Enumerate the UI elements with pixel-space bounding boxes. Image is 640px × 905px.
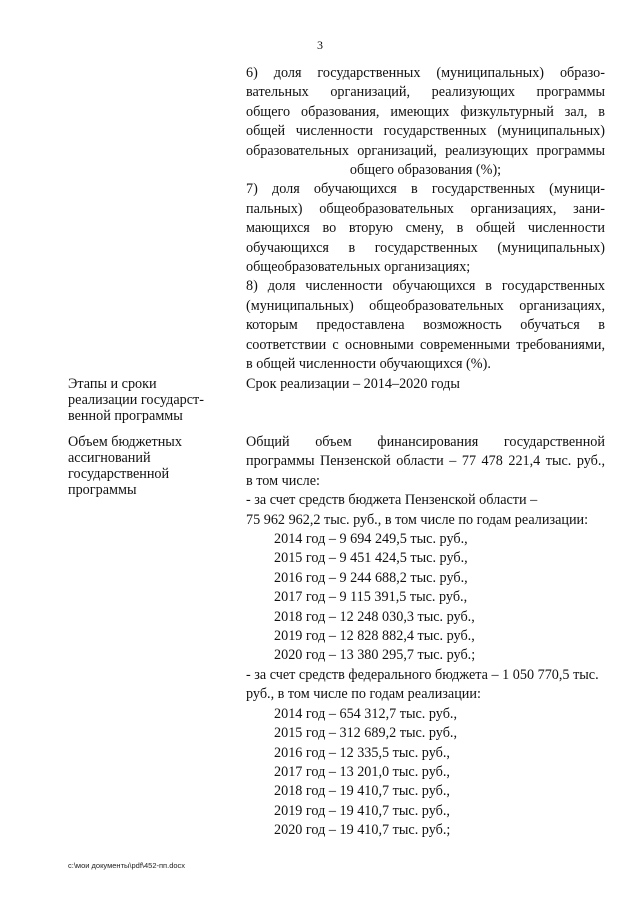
federal-budget-header: - за счет средств федерального бюджета – 1 050 770,5 тыс. <box>246 666 599 683</box>
budget-intro-line: в том числе: <box>246 472 320 489</box>
regional-year-row: 2017 год – 9 115 391,5 тыс. руб., <box>274 589 468 606</box>
indicator-8 <box>246 277 605 374</box>
indicator-line: обучающихся в государственных (муниципальных) <box>246 239 605 256</box>
regional-year-row: 2015 год – 9 451 424,5 тыс. руб., <box>274 550 468 567</box>
footer-file-path: c:\мои документы\pdf\452-пп.docx <box>68 861 186 870</box>
budget-label-line: государственной <box>68 466 170 482</box>
stages-label-line: Этапы и сроки <box>68 376 157 392</box>
indicator-line: 7) доля обучающихся в государственных (муници- <box>246 181 605 198</box>
indicator-line: 8) доля численности обучающихся в государственных <box>246 278 605 295</box>
federal-year-row: 2017 год – 13 201,0 тыс. руб., <box>274 763 450 780</box>
indicator-line: общего образования (%); <box>349 162 502 179</box>
regional-year-row: 2019 год – 12 828 882,4 тыс. руб., <box>274 628 475 645</box>
page-number: 3 <box>317 38 323 52</box>
federal-year-row: 2016 год – 12 335,5 тыс. руб., <box>274 744 450 761</box>
regional-year-row: 2014 год – 9 694 249,5 тыс. руб., <box>274 531 468 548</box>
indicator-line: общей численности государственных (муниципальных) <box>246 123 605 140</box>
stages-value-text: Срок реализации – 2014–2020 годы <box>246 376 460 392</box>
regional-budget-header: 75 962 962,2 тыс. руб., в том числе по годам реализации: <box>246 511 589 528</box>
indicators-list <box>246 64 605 375</box>
federal-year-row: 2015 год – 312 689,2 тыс. руб., <box>274 725 458 742</box>
indicator-7 <box>246 180 605 277</box>
federal-year-row: 2020 год – 19 410,7 тыс. руб.; <box>274 822 451 839</box>
indicator-line: общеобразовательных организациях; <box>246 259 471 276</box>
indicator-line: 6) доля государственных (муниципальных) образо- <box>246 65 605 81</box>
budget-intro-line: Общий объем финансирования государственной <box>246 434 605 450</box>
regional-year-row: 2016 год – 9 244 688,2 тыс. руб., <box>274 569 468 586</box>
indicator-line: в общей численности обучающихся (%). <box>246 356 491 373</box>
budget-details <box>246 433 605 841</box>
indicator-line: общего образования, имеющих физкультурный зал, в <box>246 103 605 120</box>
indicator-line: вательных организаций, реализующих программы <box>246 84 605 101</box>
indicator-line: мающихся во вторую смену, в общей численности <box>246 220 605 237</box>
stages-label <box>68 376 238 424</box>
stages-label-line: венной программы <box>68 408 183 424</box>
budget-intro-line: программы Пензенской области – 77 478 221,4 тыс. руб., <box>246 453 605 470</box>
federal-year-row: 2018 год – 19 410,7 тыс. руб., <box>274 783 450 800</box>
regional-year-row: 2018 год – 12 248 030,3 тыс. руб., <box>274 608 475 625</box>
indicator-6 <box>246 64 605 180</box>
budget-label-line: ассигнований <box>68 450 151 466</box>
indicator-line: образовательных организаций, реализующих программы <box>246 142 605 159</box>
indicator-line: которым предоставлена возможность обучаться в <box>246 317 605 334</box>
indicator-line: (муниципальных) общеобразовательных организациях, <box>246 297 605 314</box>
stages-label-line: реализации государст- <box>68 392 204 408</box>
indicator-line: соответствии с основными современными требованиями, <box>246 336 605 353</box>
regional-year-row: 2020 год – 13 380 295,7 тыс. руб.; <box>274 647 476 664</box>
regional-budget-header: - за счет средств бюджета Пензенской области – <box>246 492 538 509</box>
stages-value <box>246 375 605 394</box>
budget-label <box>68 434 238 498</box>
budget-label-line: Объем бюджетных <box>68 434 182 450</box>
budget-label-line: программы <box>68 482 137 498</box>
indicator-line: пальных) общеобразовательных организациях, зани- <box>246 200 605 217</box>
federal-year-row: 2014 год – 654 312,7 тыс. руб., <box>274 705 458 722</box>
federal-budget-header: руб., в том числе по годам реализации: <box>246 686 481 703</box>
federal-year-row: 2019 год – 19 410,7 тыс. руб., <box>274 802 450 819</box>
